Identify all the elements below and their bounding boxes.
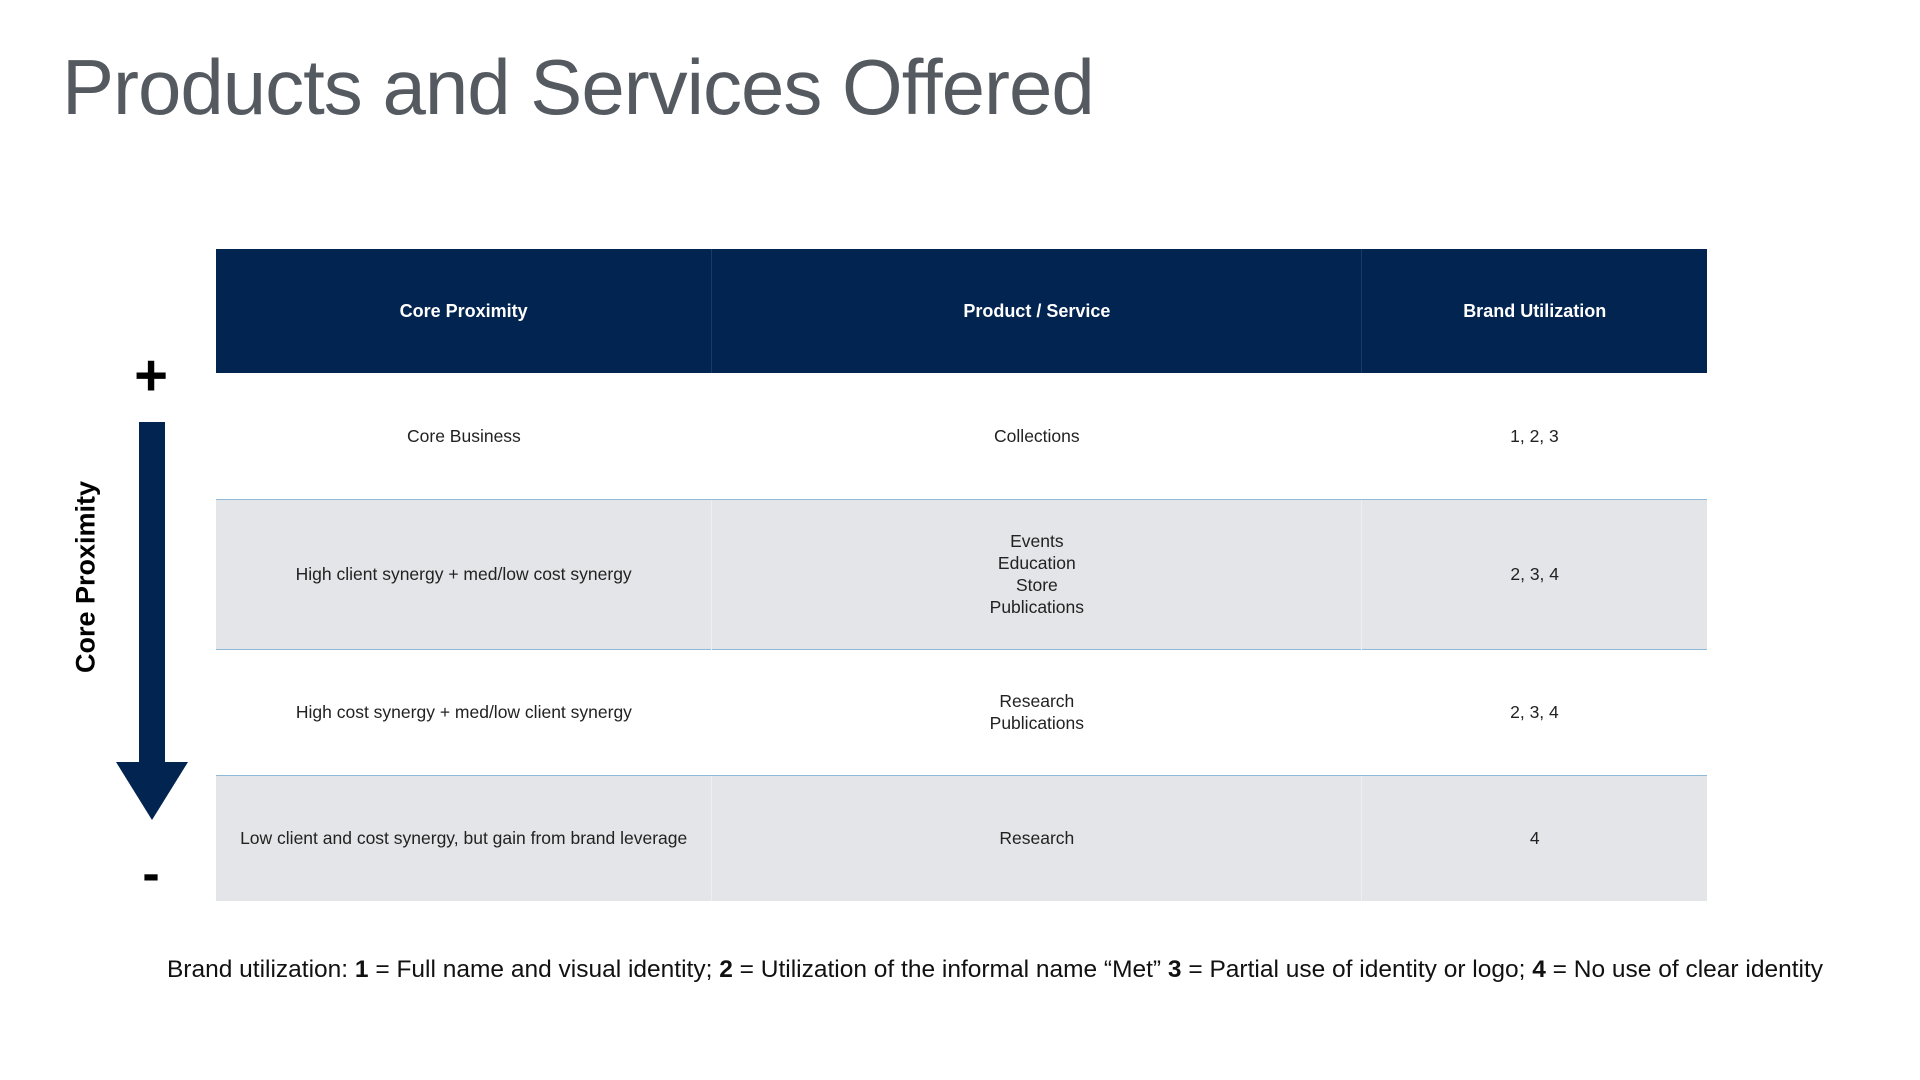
axis-label: Core Proximity [70, 480, 101, 674]
cell-proximity: High client synergy + med/low cost synergy [216, 499, 712, 649]
product-item: Publications [989, 713, 1085, 733]
down-arrow-icon [114, 422, 190, 822]
cell-products [712, 499, 1362, 649]
cell-brand: 2, 3, 4 [1362, 499, 1707, 649]
product-item: Research [999, 691, 1075, 711]
arrow-shaft [139, 422, 165, 772]
cell-products [712, 649, 1362, 775]
cell-products [712, 373, 1362, 499]
footnote-text: = No use of clear identity [1545, 956, 1824, 983]
header-brand-utilization: Brand Utilization [1362, 249, 1707, 373]
footnote-text: = Utilization of the informal name “Met” [732, 956, 1168, 983]
footnote [0, 956, 1920, 984]
plus-sign: + [134, 343, 168, 408]
slide-title: Products and Services Offered [62, 43, 1094, 131]
footnote-key: 3 [1167, 956, 1182, 983]
table-row [216, 649, 1707, 775]
cell-products [712, 775, 1362, 901]
cell-proximity: Low client and cost synergy, but gain from brand leverage [216, 775, 712, 901]
product-item: Store [1015, 575, 1058, 595]
table-row [216, 775, 1707, 901]
cell-brand: 2, 3, 4 [1362, 649, 1707, 775]
footnote-key: 2 [719, 956, 733, 983]
minus-sign: - [142, 845, 160, 903]
table-row [216, 373, 1707, 499]
cell-proximity: High cost synergy + med/low client synergy [216, 649, 712, 775]
table-row [216, 499, 1707, 649]
products-table [216, 249, 1707, 901]
header-core-proximity: Core Proximity [216, 249, 712, 373]
product-item: Research [999, 828, 1075, 849]
footnote-text: = Partial use of identity or logo; [1181, 956, 1533, 983]
product-item: Education [997, 553, 1076, 573]
header-product-service: Product / Service [712, 249, 1362, 373]
product-item: Events [1010, 531, 1064, 551]
cell-brand: 1, 2, 3 [1362, 373, 1707, 499]
cell-proximity: Core Business [216, 373, 712, 499]
arrow-head [116, 762, 188, 820]
footnote-prefix: Brand utilization: [166, 956, 355, 983]
product-item: Publications [989, 597, 1085, 617]
cell-brand: 4 [1362, 775, 1707, 901]
footnote-key: 4 [1532, 956, 1546, 983]
product-item: Collections [994, 425, 1080, 446]
footnote-key: 1 [354, 956, 369, 983]
footnote-text: = Full name and visual identity; [368, 956, 720, 983]
header-row [216, 249, 1707, 373]
